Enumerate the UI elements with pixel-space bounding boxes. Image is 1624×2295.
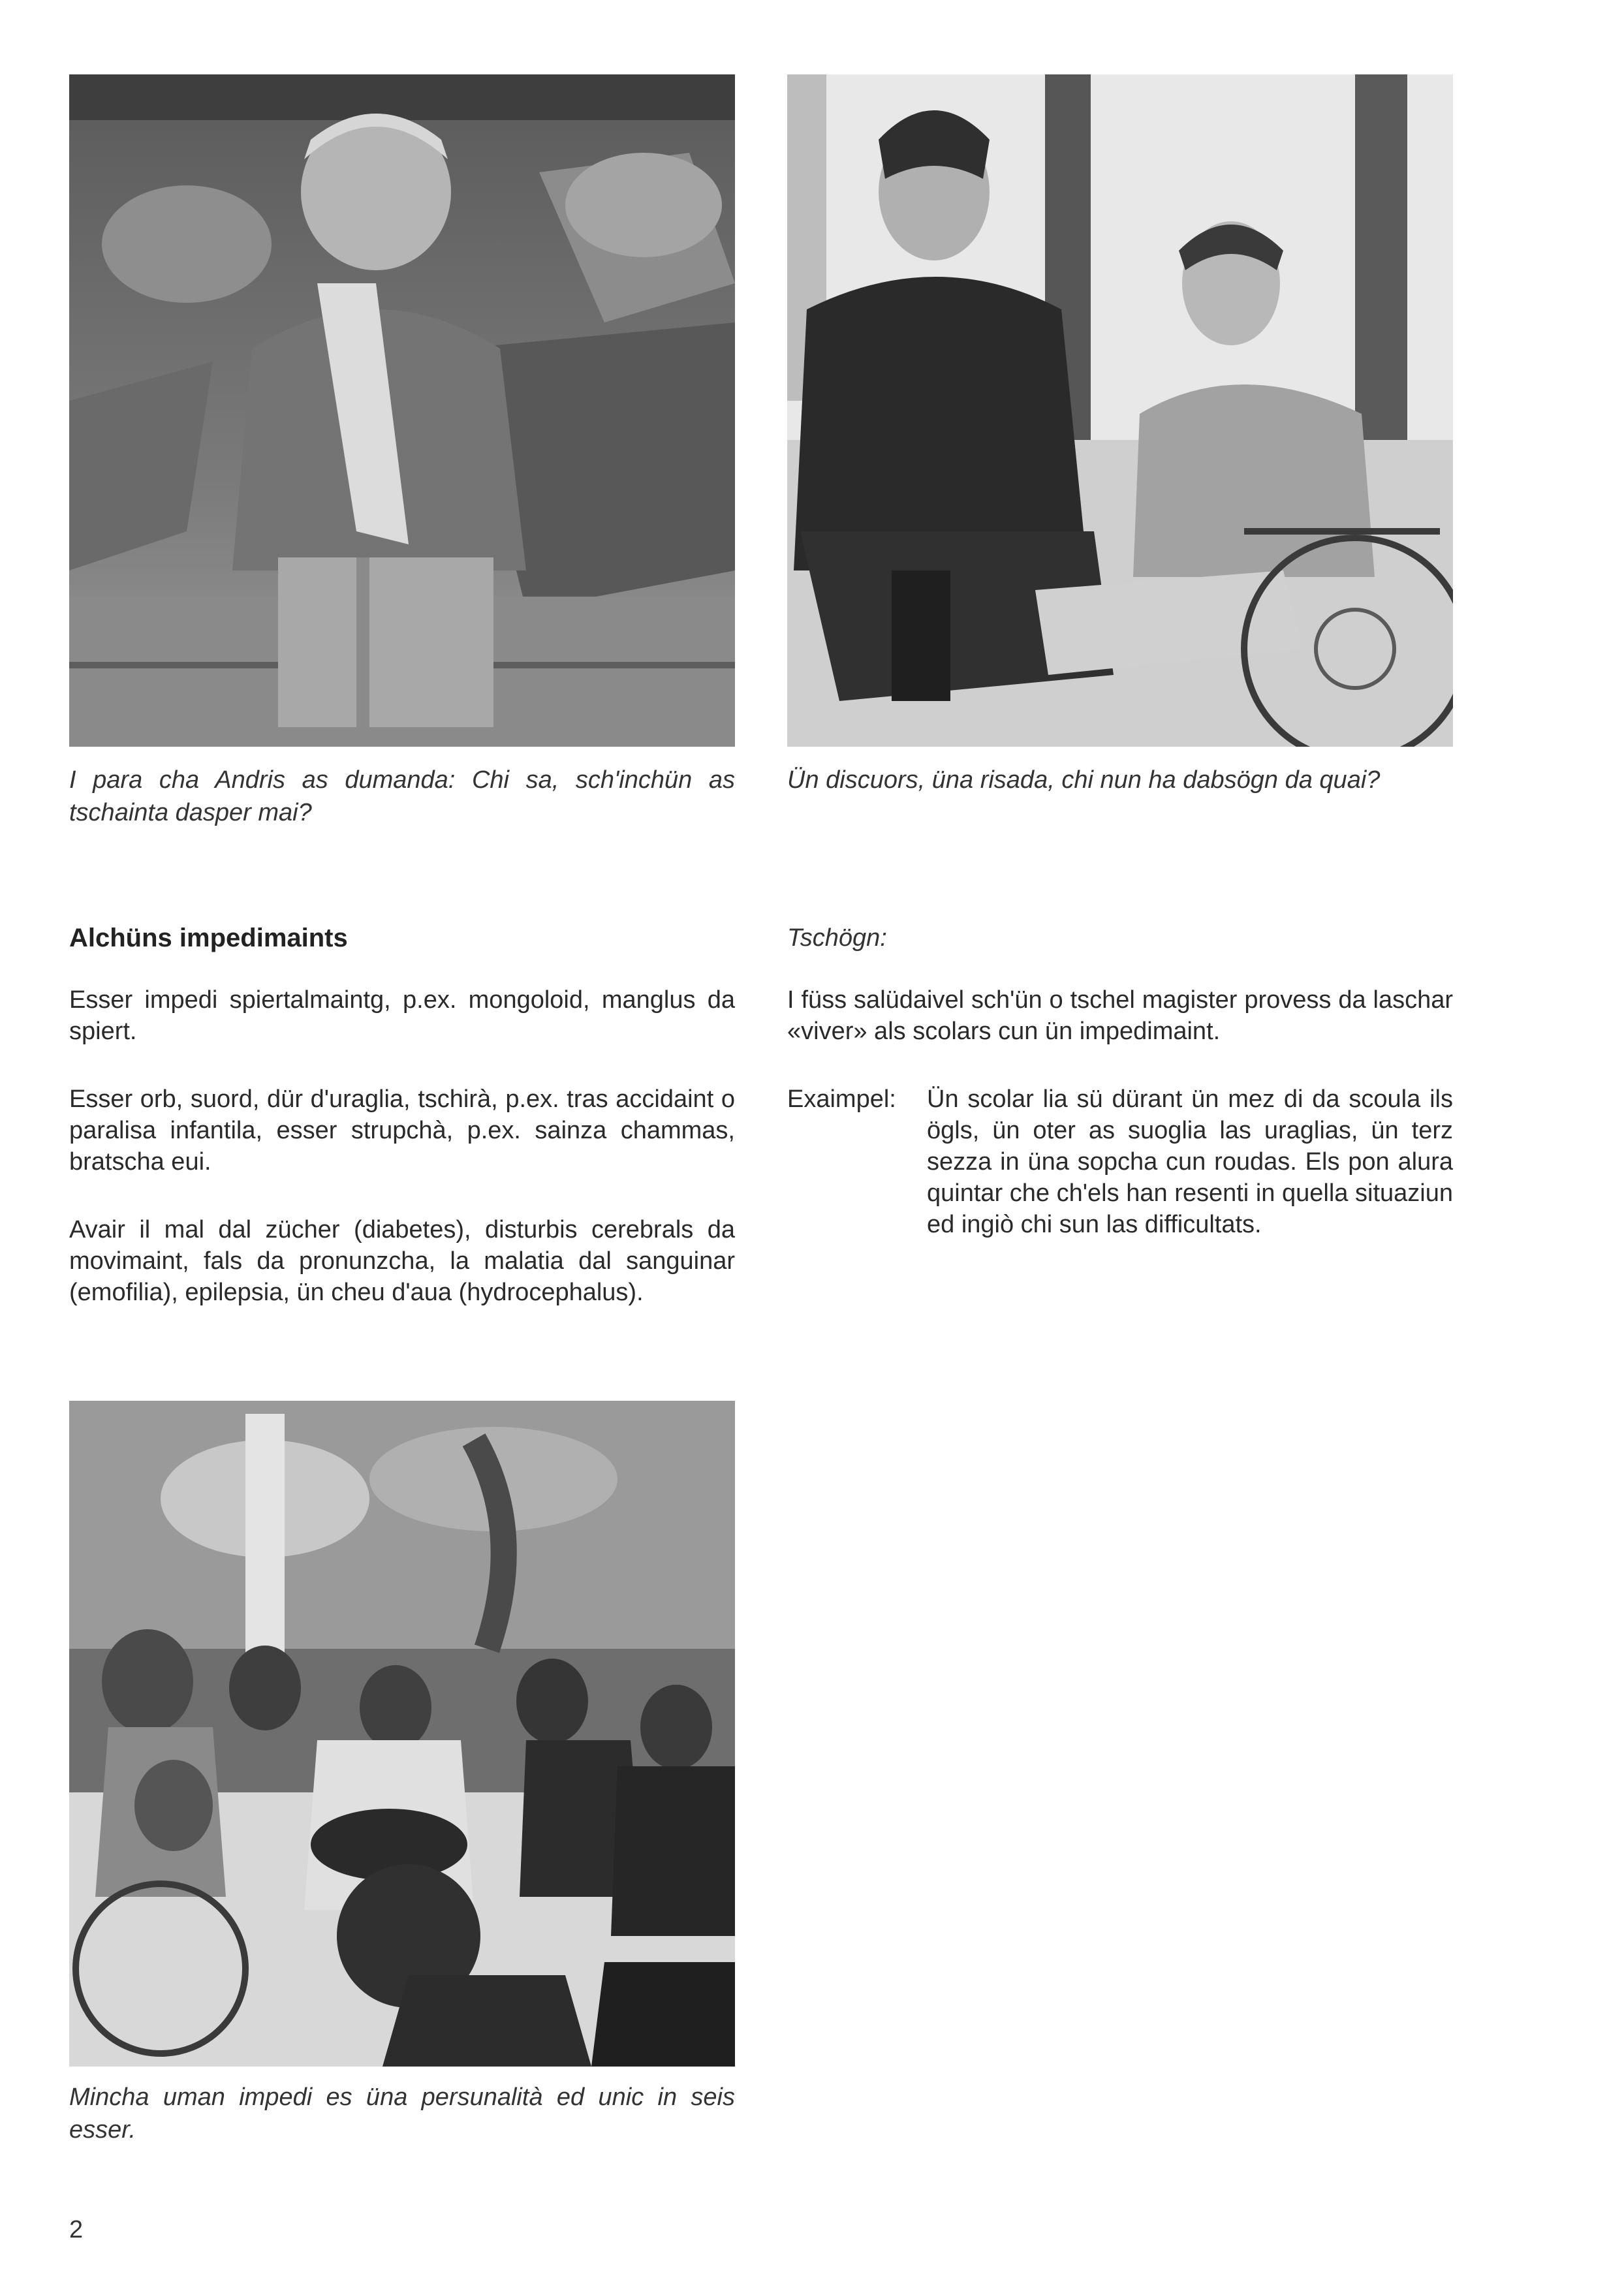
paragraph: Esser impedi spiertalmaintg, p.ex. mongoloid, manglus da spiert. — [69, 986, 735, 1045]
photo-child-caption: I para cha Andris as dumanda: Chi sa, sch'inchün as tschainta dasper mai? — [69, 766, 735, 826]
page-number: 2 — [69, 2216, 84, 2243]
tip-paragraph: I füss salüdaivel sch'ün o tschel magister provess da laschar «viver» als scolars cun ün impedimaint. — [787, 986, 1453, 1045]
photo-women-caption: Ün discuors, üna risada, chi nun ha dabsögn da quai? — [787, 766, 1381, 794]
photo-women — [787, 74, 1453, 747]
example-text: Ün scolar lia sü dürant ün mez di da scoula ils ögls, ün oter as suoglia las uraglias, ün terz sezza in üna sopcha cun roudas. Els pon alura quintar che ch'els han resenti in quella situaziun ed ingiò chi sun las difficultats. — [927, 1085, 1453, 1238]
paragraph: Esser orb, suord, dür d'uraglia, tschirà, p.ex. tras accidaint o paralisa infantila, esser strupchà, p.ex. sainza chammas, bratscha eui. — [69, 1085, 735, 1176]
tip-heading: Tschögn: — [787, 924, 887, 952]
example-label: Exaimpel: — [787, 1085, 896, 1113]
photo-group — [69, 1401, 735, 2067]
photo-group-caption: Mincha uman impedi es üna persunalità ed unic in seis esser. — [69, 2084, 735, 2144]
photo-child — [69, 74, 735, 747]
paragraph: Avair il mal dal zücher (diabetes), disturbis cerebrals da movimaint, fals da pronunzcha, la malatia dal sanguinar (emofilia), epilepsia, ün cheu d'aua (hydrocephalus). — [69, 1216, 735, 1306]
section-heading: Alchüns impedimaints — [69, 924, 348, 952]
